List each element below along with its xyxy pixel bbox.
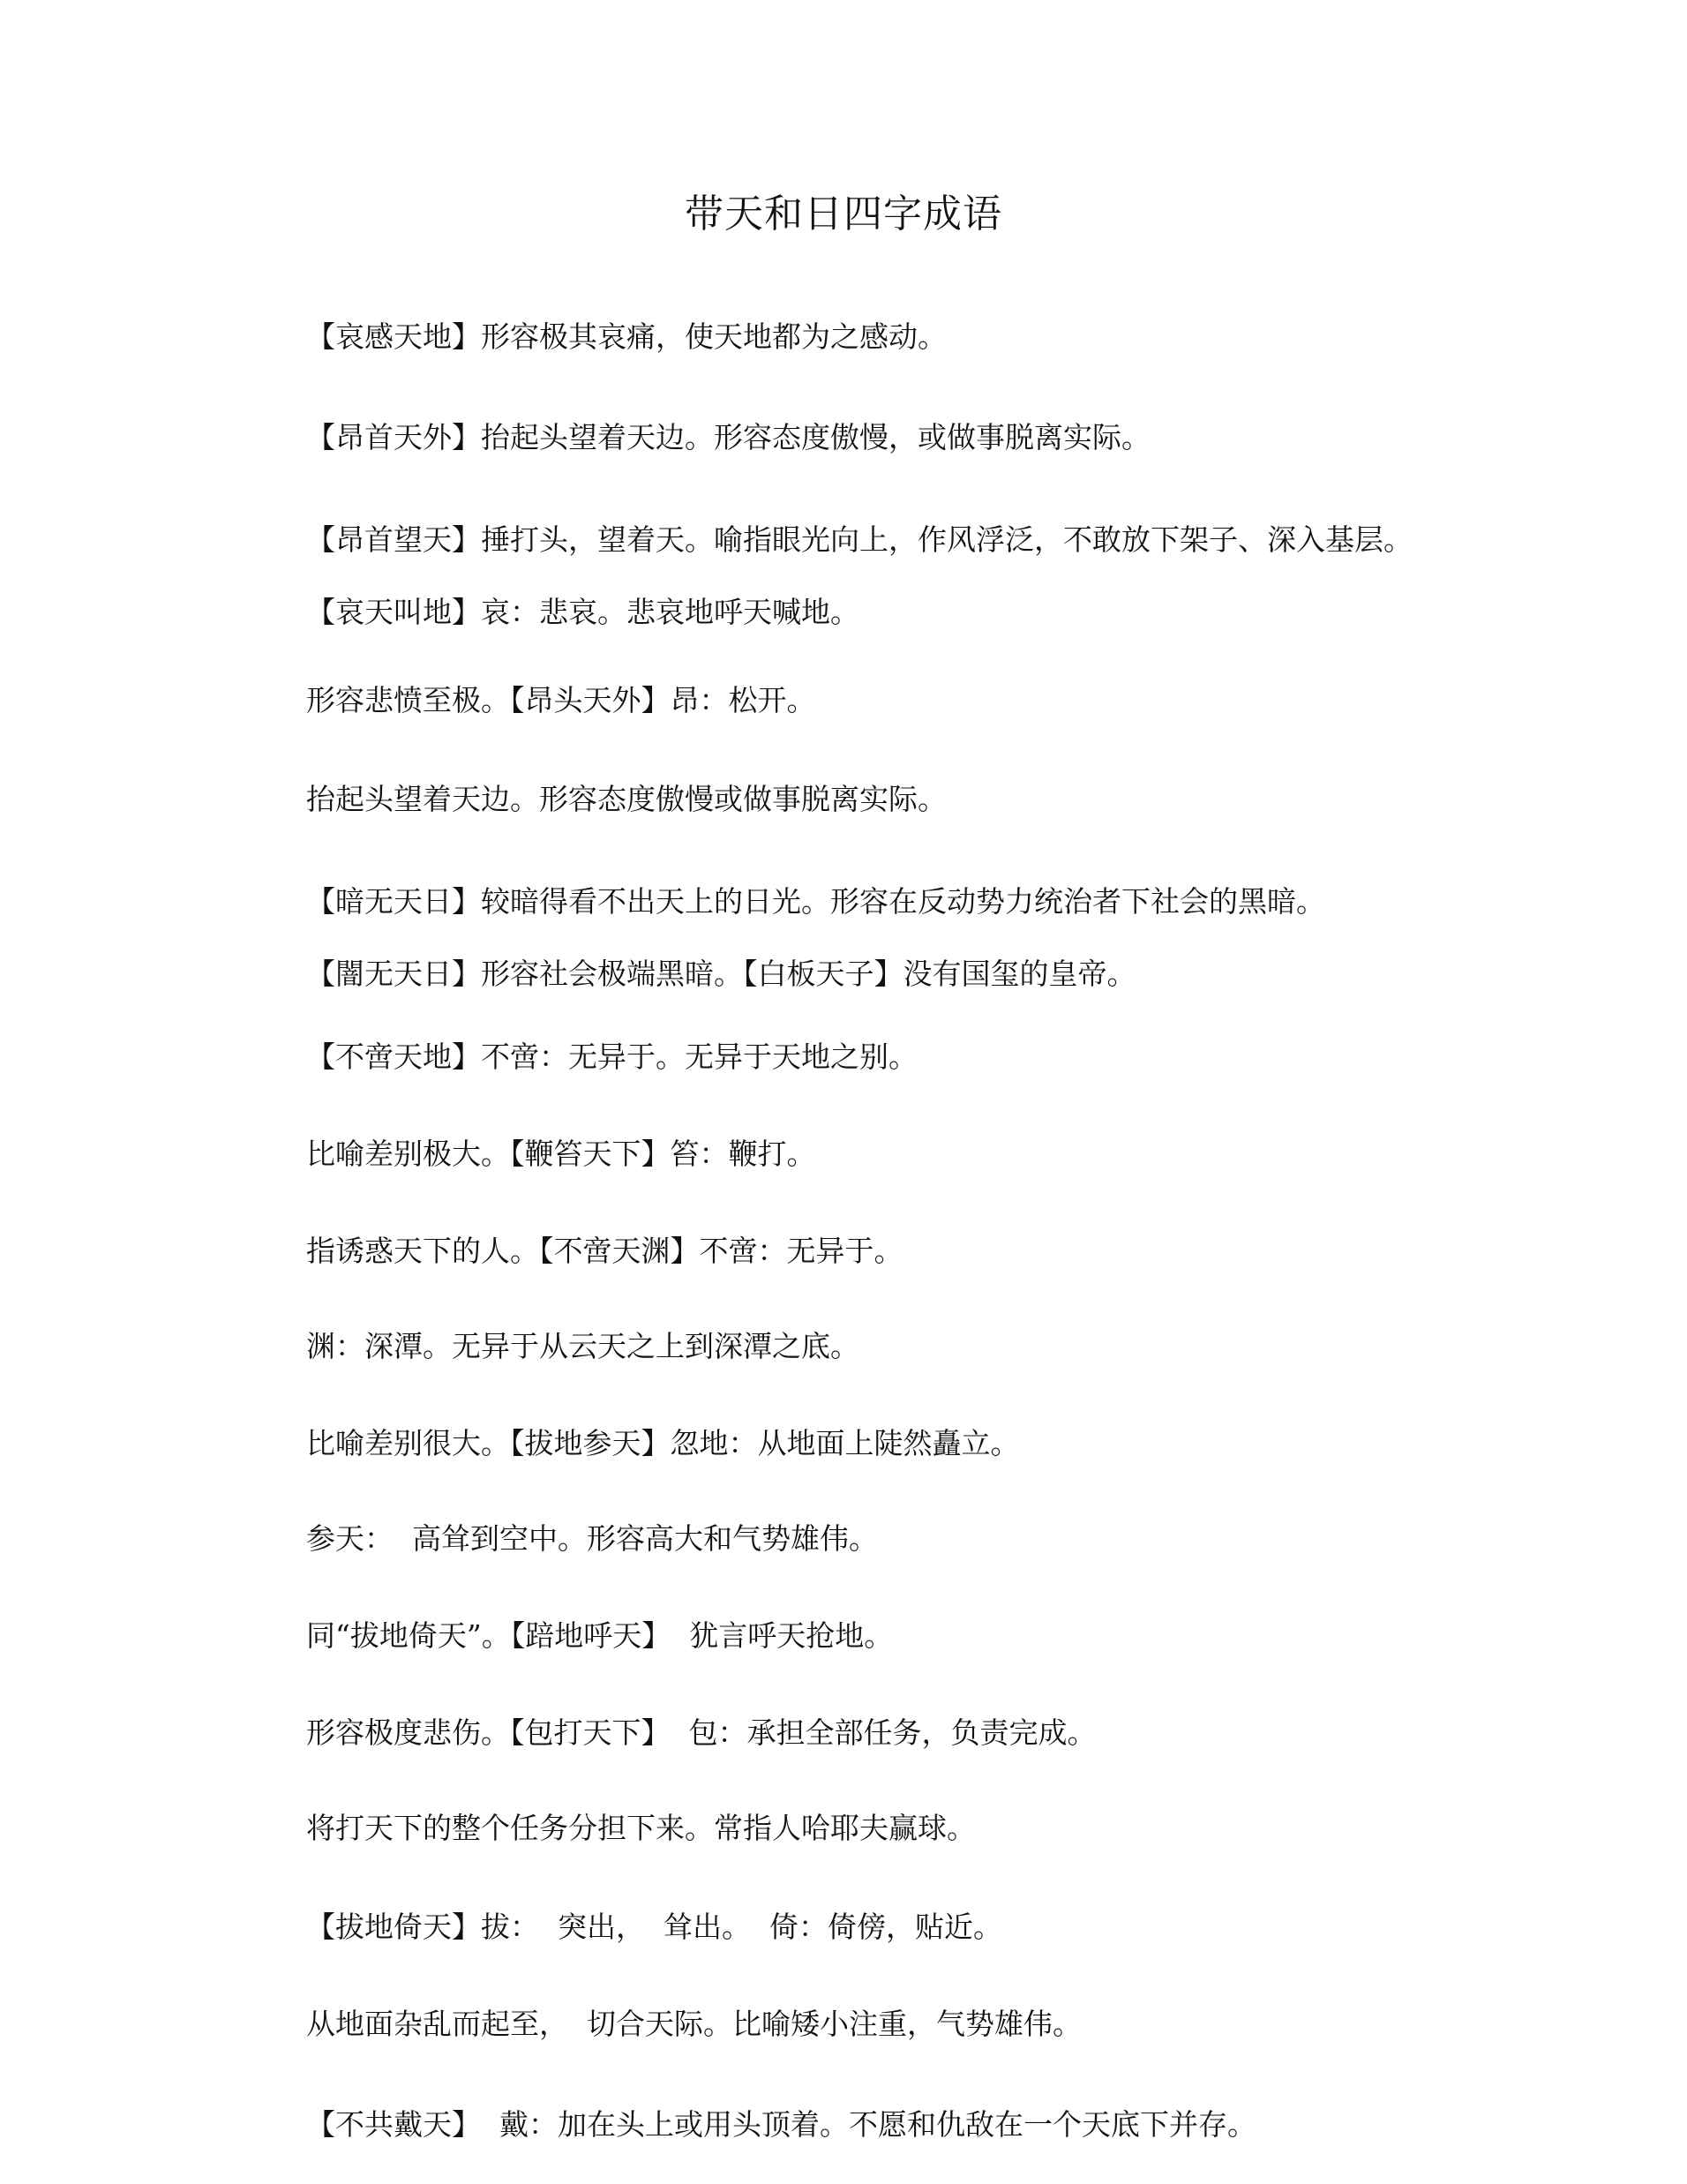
idiom-line: 参天： 高耸到空中。形容高大和气势雄伟。 <box>306 1521 878 1556</box>
idiom-line: 【不啻天地】不啻：无异于。无异于天地之别。 <box>306 1039 918 1074</box>
idiom-line: 【昂首天外】抬起头望着天边。形容态度傲慢，或做事脱离实际。 <box>306 420 1151 454</box>
idiom-line: 指诱惑天下的人。【不啻天渊】不啻：无异于。 <box>306 1234 903 1268</box>
idiom-line: 【不共戴天】 戴：加在头上或用头顶着。不愿和仇敌在一个天底下并存。 <box>306 2107 1256 2142</box>
idiom-line: 比喻差别很大。【拔地参天】忽地：从地面上陡然矗立。 <box>306 1426 1020 1460</box>
idiom-line: 【暗无天日】较暗得看不出天上的日光。形容在反动势力统治者下社会的黑暗。 <box>306 884 1325 919</box>
idiom-line: 【昂首望天】捶打头，望着天。喻指眼光向上，作风浮泛，不敢放下架子、深入基层。 <box>306 522 1413 557</box>
idiom-line: 渊：深潭。无异于从云天之上到深潭之底。 <box>306 1329 859 1363</box>
idiom-line: 同“拔地倚天”。【踣地呼天】 犹言呼天抢地。 <box>306 1618 894 1653</box>
idiom-line: 【闇无天日】形容社会极端黑暗。【白板天子】没有国玺的皇帝。 <box>306 957 1136 991</box>
idiom-line: 形容极度悲伤。【包打天下】 包：承担全部任务，负责完成。 <box>306 1715 1097 1750</box>
idiom-line: 形容悲愤至极。【昂头天外】昂：松开。 <box>306 683 816 717</box>
idiom-line: 从地面杂乱而起至， 切合天际。比喻矮小注重，气势雄伟。 <box>306 2007 1082 2041</box>
document-title: 带天和日四字成语 <box>685 191 1002 236</box>
idiom-line: 【哀感天地】形容极其哀痛，使天地都为之感动。 <box>306 319 947 354</box>
idiom-line: 【哀天叫地】哀：悲哀。悲哀地呼天喊地。 <box>306 595 859 629</box>
idiom-line: 【拔地倚天】拔： 突出， 耸出。 倚：倚傍，贴近。 <box>306 1910 1002 1944</box>
idiom-line: 比喻差别极大。【鞭笞天下】笞：鞭打。 <box>306 1137 816 1171</box>
idiom-line: 抬起头望着天边。形容态度傲慢或做事脱离实际。 <box>306 782 947 816</box>
idiom-line: 将打天下的整个任务分担下来。常指人哈耶夫赢球。 <box>306 1811 976 1845</box>
